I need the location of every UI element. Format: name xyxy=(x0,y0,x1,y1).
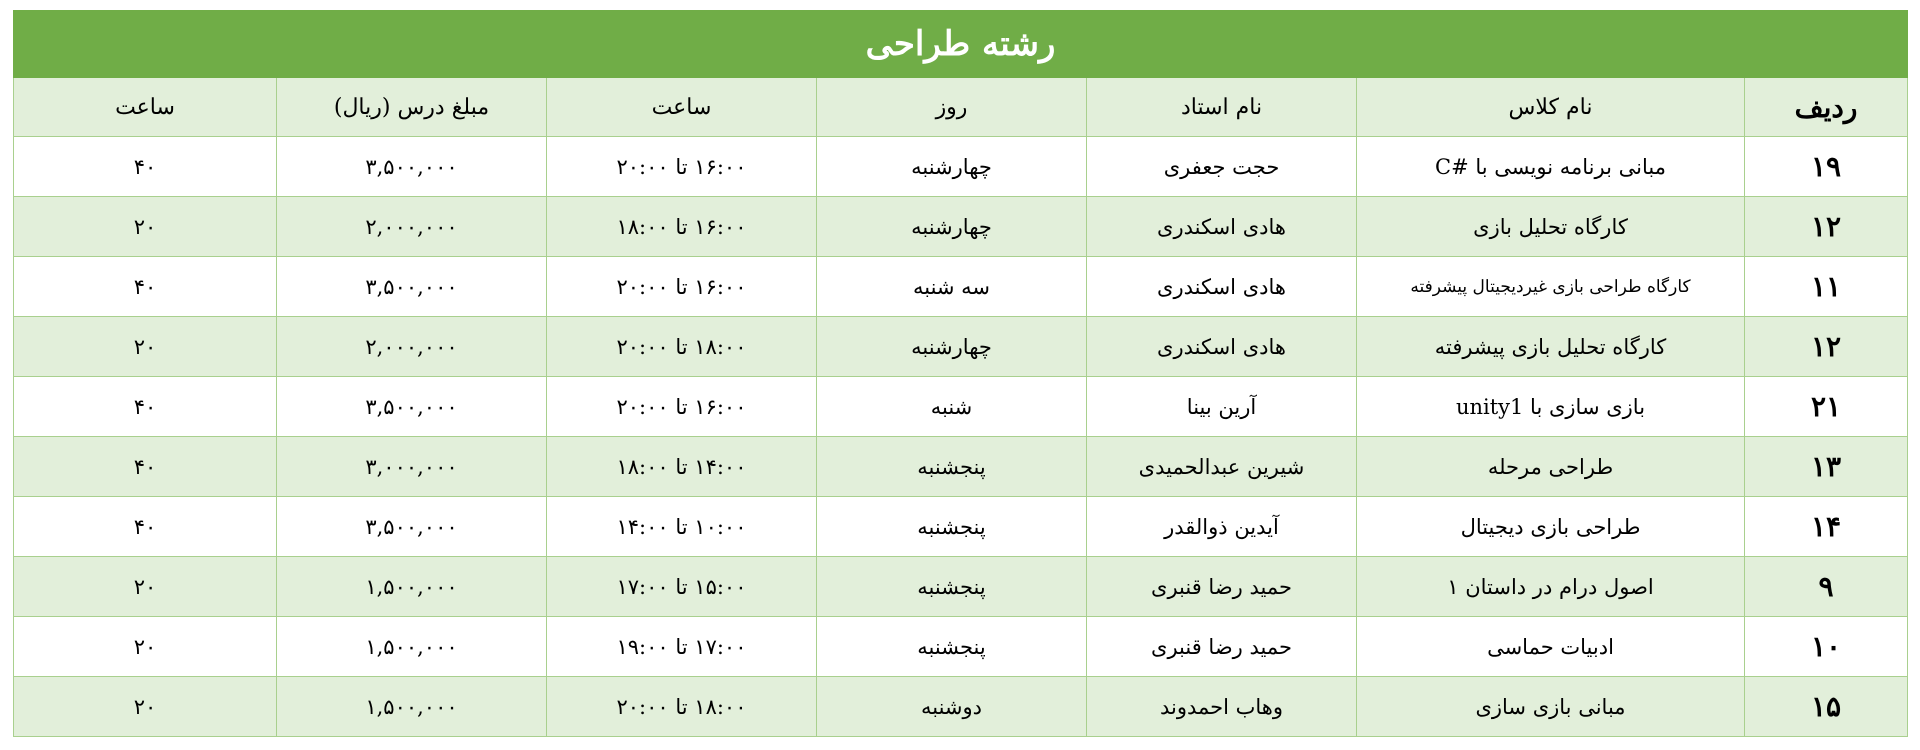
cell-time: ۱۵:۰۰ تا ۱۷:۰۰ xyxy=(547,557,817,617)
table-title: رشته طراحی xyxy=(14,11,1908,78)
table-row xyxy=(14,497,1908,557)
cell-class-name: طراحی بازی دیجیتال xyxy=(1357,497,1745,557)
cell-teacher: حمید رضا قنبری xyxy=(1087,617,1357,677)
cell-time: ۱۶:۰۰ تا ۲۰:۰۰ xyxy=(547,137,817,197)
table-row xyxy=(14,137,1908,197)
cell-row-number: ۱۱ xyxy=(1745,257,1908,317)
cell-teacher: شیرین عبدالحمیدی xyxy=(1087,437,1357,497)
cell-class-name: ادبیات حماسی xyxy=(1357,617,1745,677)
cell-row-number: ۱۲ xyxy=(1745,317,1908,377)
cell-time: ۱۶:۰۰ تا ۱۸:۰۰ xyxy=(547,197,817,257)
cell-hours: ۲۰ xyxy=(14,677,277,737)
cell-price: ۳,۵۰۰,۰۰۰ xyxy=(277,497,547,557)
cell-time: ۱۶:۰۰ تا ۲۰:۰۰ xyxy=(547,377,817,437)
cell-row-number: ۱۳ xyxy=(1745,437,1908,497)
header-day: روز xyxy=(817,78,1087,137)
cell-hours: ۴۰ xyxy=(14,437,277,497)
cell-day: شنبه xyxy=(817,377,1087,437)
cell-teacher: آرین بینا xyxy=(1087,377,1357,437)
header-row-number: ردیف xyxy=(1745,78,1908,137)
cell-teacher: حجت جعفری xyxy=(1087,137,1357,197)
cell-day: چهارشنبه xyxy=(817,317,1087,377)
schedule-table xyxy=(13,10,1908,737)
header-price: مبلغ درس (ریال) xyxy=(277,78,547,137)
cell-time: ۱۰:۰۰ تا ۱۴:۰۰ xyxy=(547,497,817,557)
header-hours: ساعت xyxy=(14,78,277,137)
cell-class-name: مبانی بازی سازی xyxy=(1357,677,1745,737)
table-row xyxy=(14,677,1908,737)
cell-time: ۱۴:۰۰ تا ۱۸:۰۰ xyxy=(547,437,817,497)
cell-day: چهارشنبه xyxy=(817,197,1087,257)
table-row xyxy=(14,257,1908,317)
cell-class-name: اصول درام در داستان ۱ xyxy=(1357,557,1745,617)
schedule-sheet xyxy=(13,10,1907,737)
cell-hours: ۲۰ xyxy=(14,617,277,677)
cell-row-number: ۱۲ xyxy=(1745,197,1908,257)
cell-price: ۱,۵۰۰,۰۰۰ xyxy=(277,677,547,737)
header-class-name: نام کلاس xyxy=(1357,78,1745,137)
cell-row-number: ۱۴ xyxy=(1745,497,1908,557)
cell-class-name: طراحی مرحله xyxy=(1357,437,1745,497)
title-row xyxy=(14,11,1908,78)
cell-day: پنجشنبه xyxy=(817,437,1087,497)
cell-teacher: حمید رضا قنبری xyxy=(1087,557,1357,617)
header-row xyxy=(14,78,1908,137)
cell-time: ۱۸:۰۰ تا ۲۰:۰۰ xyxy=(547,677,817,737)
cell-day: دوشنبه xyxy=(817,677,1087,737)
table-row xyxy=(14,437,1908,497)
table-row xyxy=(14,317,1908,377)
cell-row-number: ۱۰ xyxy=(1745,617,1908,677)
cell-class-name: مبانی برنامه نویسی با #C xyxy=(1357,137,1745,197)
cell-class-name: بازی سازی با unity1 xyxy=(1357,377,1745,437)
cell-price: ۳,۰۰۰,۰۰۰ xyxy=(277,437,547,497)
table-body xyxy=(14,137,1908,737)
cell-day: چهارشنبه xyxy=(817,137,1087,197)
cell-hours: ۲۰ xyxy=(14,317,277,377)
cell-price: ۱,۵۰۰,۰۰۰ xyxy=(277,617,547,677)
header-time: ساعت xyxy=(547,78,817,137)
cell-hours: ۴۰ xyxy=(14,137,277,197)
cell-price: ۳,۵۰۰,۰۰۰ xyxy=(277,257,547,317)
cell-price: ۳,۵۰۰,۰۰۰ xyxy=(277,377,547,437)
cell-teacher: آیدین ذوالقدر xyxy=(1087,497,1357,557)
cell-price: ۲,۰۰۰,۰۰۰ xyxy=(277,317,547,377)
cell-time: ۱۸:۰۰ تا ۲۰:۰۰ xyxy=(547,317,817,377)
cell-class-name: کارگاه تحلیل بازی xyxy=(1357,197,1745,257)
cell-hours: ۲۰ xyxy=(14,197,277,257)
table-row xyxy=(14,377,1908,437)
cell-price: ۲,۰۰۰,۰۰۰ xyxy=(277,197,547,257)
cell-row-number: ۱۵ xyxy=(1745,677,1908,737)
cell-hours: ۴۰ xyxy=(14,377,277,437)
cell-row-number: ۹ xyxy=(1745,557,1908,617)
cell-time: ۱۷:۰۰ تا ۱۹:۰۰ xyxy=(547,617,817,677)
cell-day: پنجشنبه xyxy=(817,497,1087,557)
cell-teacher: هادی اسکندری xyxy=(1087,257,1357,317)
cell-hours: ۲۰ xyxy=(14,557,277,617)
cell-class-name: کارگاه طراحی بازی غیردیجیتال پیشرفته xyxy=(1357,257,1745,317)
cell-price: ۱,۵۰۰,۰۰۰ xyxy=(277,557,547,617)
cell-teacher: هادی اسکندری xyxy=(1087,317,1357,377)
header-teacher: نام استاد xyxy=(1087,78,1357,137)
table-row xyxy=(14,617,1908,677)
cell-day: پنجشنبه xyxy=(817,617,1087,677)
table-row xyxy=(14,557,1908,617)
cell-row-number: ۱۹ xyxy=(1745,137,1908,197)
cell-price: ۳,۵۰۰,۰۰۰ xyxy=(277,137,547,197)
cell-hours: ۴۰ xyxy=(14,257,277,317)
cell-hours: ۴۰ xyxy=(14,497,277,557)
cell-teacher: وهاب احمدوند xyxy=(1087,677,1357,737)
cell-day: سه شنبه xyxy=(817,257,1087,317)
table-row xyxy=(14,197,1908,257)
cell-teacher: هادی اسکندری xyxy=(1087,197,1357,257)
cell-row-number: ۲۱ xyxy=(1745,377,1908,437)
cell-time: ۱۶:۰۰ تا ۲۰:۰۰ xyxy=(547,257,817,317)
cell-class-name: کارگاه تحلیل بازی پیشرفته xyxy=(1357,317,1745,377)
cell-day: پنجشنبه xyxy=(817,557,1087,617)
